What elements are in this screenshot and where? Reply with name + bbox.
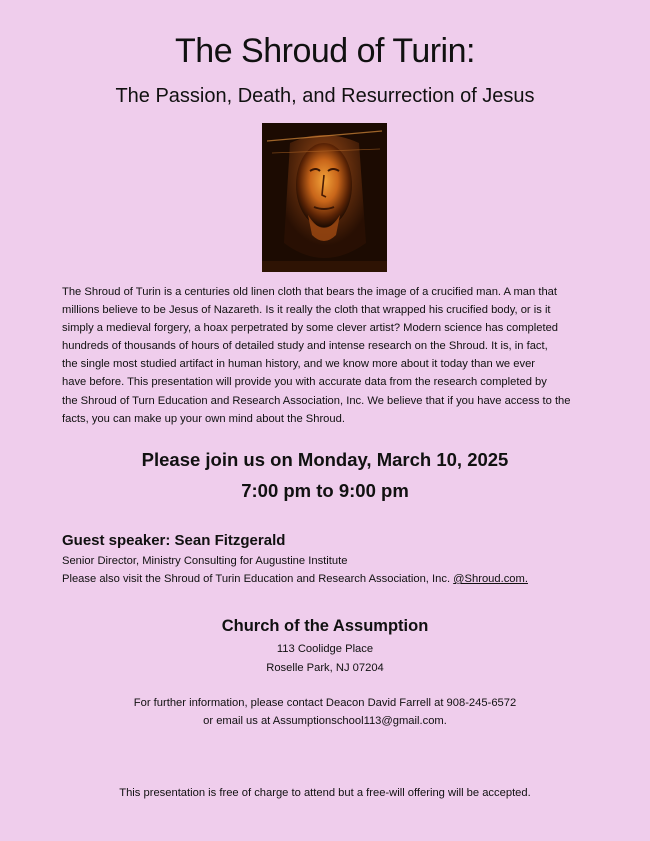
description-line: the Shroud of Turn Education and Research Association, Inc. We believe that if you have access to the [62, 394, 571, 407]
address-line-2: Roselle Park, NJ 07204 [266, 662, 384, 674]
church-name: Church of the Assumption [221, 617, 429, 635]
flyer-title: The Shroud of Turin: [175, 32, 475, 70]
visit-line [62, 573, 528, 585]
shroud-face-illustration [262, 123, 387, 272]
contact-line-2: or email us at Assumptionschool113@gmail.com. [203, 715, 447, 727]
description-line: The Shroud of Turin is a centuries old linen cloth that bears the image of a crucified man. A man that [62, 286, 558, 298]
footer-note: This presentation is free of charge to attend but a free-will offering will be accepted. [119, 787, 531, 799]
visit-text: Please also visit the Shroud of Turin Education and Research Association, Inc. [62, 573, 454, 585]
flyer-subtitle: The Passion, Death, and Resurrection of Jesus [115, 85, 535, 107]
contact-line-1: For further information, please contact Deacon David Farrell at 908-245-6572 [133, 697, 517, 709]
description-line: simply a medieval forgery, a hoax perpetrated by some clever artist? Modern science has completed [62, 322, 559, 335]
description-line: millions believe to be Jesus of Nazareth. Is it really the cloth that wrapped his crucified body, or is it [62, 304, 551, 317]
event-time: 7:00 pm to 9:00 pm [241, 480, 409, 501]
description-line: have before. This presentation will provide you with accurate data from the research completed by [62, 376, 547, 389]
address-line-1: 113 Coolidge Place [276, 643, 374, 655]
description-line: the single most studied artifact in human history, and we know more about it today than we ever [62, 358, 536, 371]
description-line: hundreds of thousands of hours of detailed study and intense research on the Shroud. It is, in fact, [62, 340, 548, 353]
shroud-link[interactable]: @Shroud.com. [453, 573, 528, 585]
shroud-face-image [262, 123, 387, 272]
event-date: Please join us on Monday, March 10, 2025 [141, 449, 509, 470]
guest-speaker: Guest speaker: Sean Fitzgerald [62, 532, 286, 549]
speaker-title: Senior Director, Ministry Consulting for Augustine Institute [62, 555, 348, 567]
description-line: facts, you can make up your own mind about the Shroud. [62, 412, 345, 425]
description [62, 283, 592, 428]
